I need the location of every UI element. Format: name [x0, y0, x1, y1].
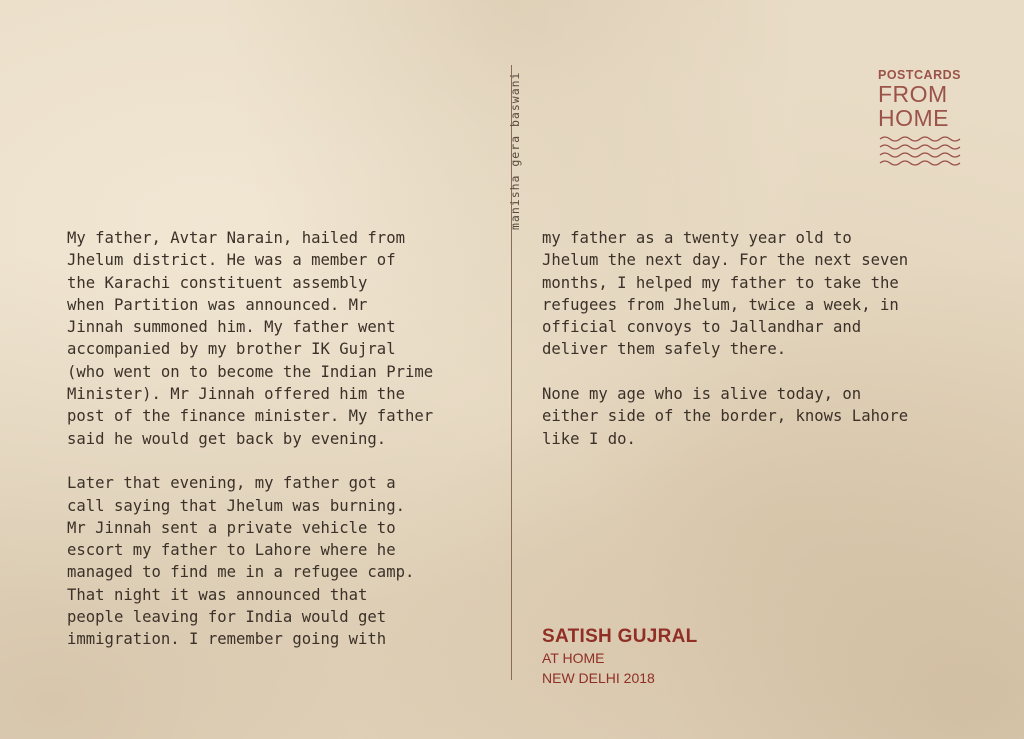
message-left-column: My father, Avtar Narain, hailed from Jhelum district. He was a member of the Karachi constituent assembly when Partition was announced. Mr Jinnah summoned him. My father went accompanied by my brother IK Gujral (who went on to become the Indian Prime Minister). Mr Jinnah offered him the post of the finance minister. My father said he would get back by evening. Later that evening, my father got a call saying that Jhelum was burning. Mr Jinnah sent a private vehicle to escort my father to Lahore where he managed to find me in a refugee camp. That night it was announced that people leaving for India would get immigration. I remember going with [67, 229, 434, 649]
signature-place: AT HOME [542, 650, 605, 666]
postcards-from-home-logo [878, 68, 978, 168]
logo-line-2: FROM [878, 81, 948, 107]
logo-line-3: HOME [878, 105, 949, 131]
wave-lines-icon [878, 134, 962, 168]
message-right-column: my father as a twenty year old to Jhelum the next day. For the next seven months, I helped my father to take the refugees from Jhelum, twice a week, in official convoys to Jallandhar and deliver them safely there. None my age who is alive today, on either side of the border, knows Lahore like I do. [542, 229, 909, 448]
signature-name: SATISH GUJRAL [542, 626, 698, 647]
signature-location-year: NEW DELHI 2018 [542, 670, 655, 686]
artist-credit: manisha gera baswani [508, 71, 522, 230]
signature-block [542, 626, 698, 688]
logo-line-1: POSTCARDS [878, 68, 961, 82]
